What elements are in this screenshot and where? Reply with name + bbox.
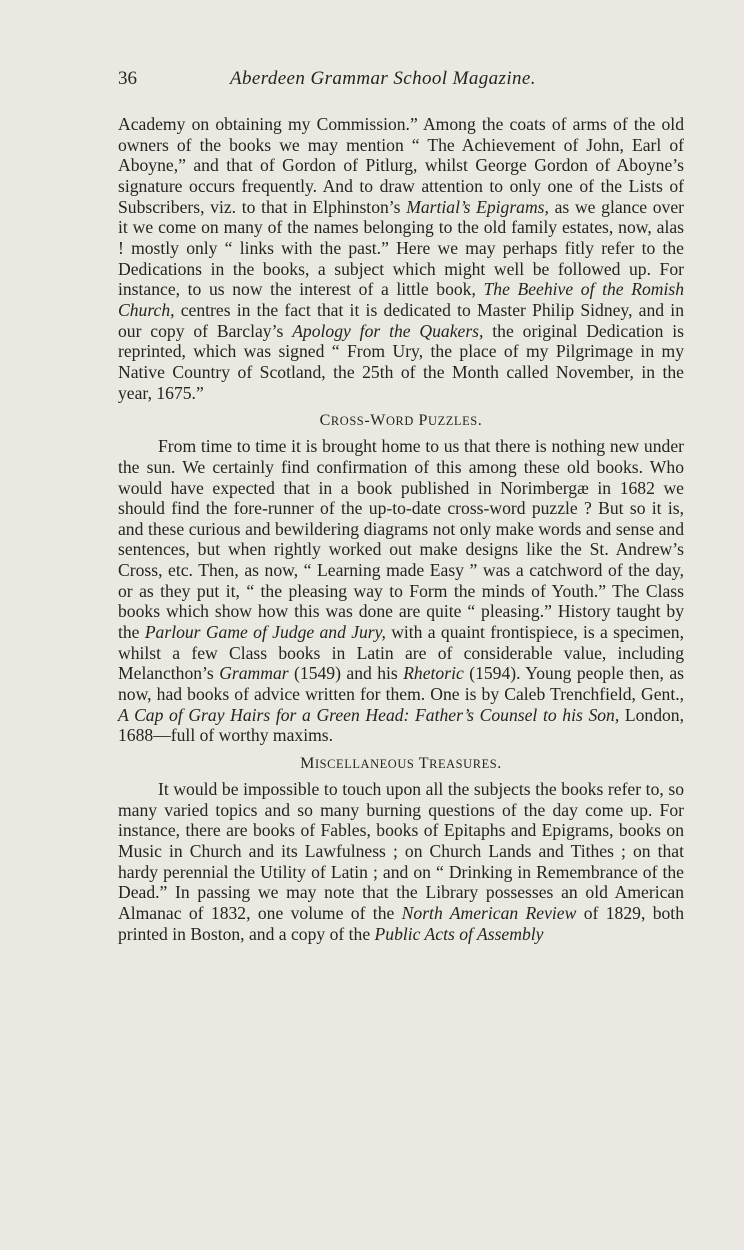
text-run: (1594). Young people then, as now, had books of advice written for them. One is by Caleb Trenchfield, Gent.,	[118, 663, 684, 705]
text-run: London, 1688—full of worthy maxims.	[118, 704, 685, 746]
page-header	[118, 68, 678, 96]
paragraph-miscellaneous-treasures	[118, 779, 684, 944]
text-run: of 1829, both printed in Boston, and a copy of the	[118, 902, 684, 944]
text-run: From time to time it is brought home to us that there is nothing new under the sun. We certainly find confirmation of this among these old books. Who would have expected that in a book published in Norimbergæ in 1682 we should find the fore-runner of the up-to-date cross-word puzzle ? But so it is, and these curious and bewildering diagrams not only make words and sense and sentences, but when rightly worked out make designs like the St. Andrew’s Cross, etc. Then, as now, “ Learning made Easy ” was a catchword of the day, or as they put it, “ the pleasing way to Form the minds of Youth.” The Class books which show how this was done are quite “ pleasing.” History taught by the	[118, 436, 684, 643]
italic-title: Martial’s Epigrams,	[406, 196, 549, 217]
heading-smallcaps: UZZLES	[428, 414, 478, 429]
text-run: as we glance over it we come on many of the names belonging to the old family estates, now, alas ! mostly only “ links with the past.” Here we may perhaps fitly refer to the Dedications in the books, a subject which might well be followed up. For instance, to us now the interest of a little book,	[118, 196, 685, 300]
italic-title: Parlour Game of Judge and Jury,	[144, 622, 386, 643]
page-number: 36	[118, 68, 137, 89]
heading-cap: P	[413, 412, 429, 430]
text-run: (1549) and his	[288, 663, 404, 684]
heading-cap: M	[300, 755, 315, 773]
text-run: It would be impossible to touch upon all the subjects the books refer to, so many varied topics and so many burning questions of the day come up. For instance, there are books of Fables, books of Epitaphs and Epigrams, books on Music in Church and its Lawfulness ; on Church Lands and Tithes ; on that hardy perennial the Utility of Latin ; and on “ Drinking in Remembrance of the Dead.” In passing we may note that the Library possesses an old American Almanac of 1832, one volume of the	[118, 779, 684, 923]
italic-title: Apology for the Quakers,	[292, 320, 484, 341]
paragraph-cross-word-puzzles	[118, 436, 684, 746]
heading-smallcaps: ISCELLANEOUS	[314, 757, 415, 772]
heading-cap: T	[414, 755, 430, 773]
heading-cap: .	[477, 412, 483, 430]
text-run: centres in the fact that it is dedicated to Master Philip Sidney, and in our copy of Barclay’s	[118, 299, 684, 341]
italic-title: North American Review	[401, 902, 577, 923]
italic-title: Grammar	[219, 663, 289, 684]
heading-smallcaps: ROSS	[330, 414, 365, 429]
heading-cap: C	[319, 412, 331, 430]
text-run: with a quaint frontispiece, is a specimen, whilst a few Class books in Latin are of considerable value, including Melancthon’s	[118, 622, 684, 684]
heading-cap: -W	[364, 412, 386, 430]
italic-title: The Beehive of the Romish Church,	[118, 279, 684, 320]
italic-title: Public Acts of Assembly	[374, 923, 544, 944]
heading-smallcaps: ORD	[385, 414, 414, 429]
paragraph-dedications	[118, 114, 684, 403]
section-heading-miscellaneous-treasures	[118, 754, 684, 774]
heading-smallcaps: REASURES	[429, 757, 498, 772]
section-heading-cross-word-puzzles	[118, 411, 684, 431]
italic-title: Rhetoric	[403, 663, 464, 684]
text-run: Academy on obtaining my Commission.” Among the coats of arms of the old owners of the books we may mention “ The Achievement of John, Earl of Aboyne,” and that of Gordon of Pitlurg, whilst George Gordon of Aboyne’s signature occurs frequently. And to draw attention to only one of the Lists of Subscribers, viz. to that in Elphinston’s	[118, 114, 684, 217]
text-run: the original Dedication is reprinted, which was signed “ From Ury, the place of my Pilgrimage in my Native Country of Scotland, the 25th of the Month called November, in the year, 1675.”	[118, 320, 685, 403]
heading-cap: .	[497, 755, 502, 773]
article-body	[118, 114, 684, 944]
italic-title: A Cap of Gray Hairs for a Green Head: Father’s Counsel to his Son,	[118, 704, 620, 725]
running-title: Aberdeen Grammar School Magazine.	[230, 68, 536, 89]
